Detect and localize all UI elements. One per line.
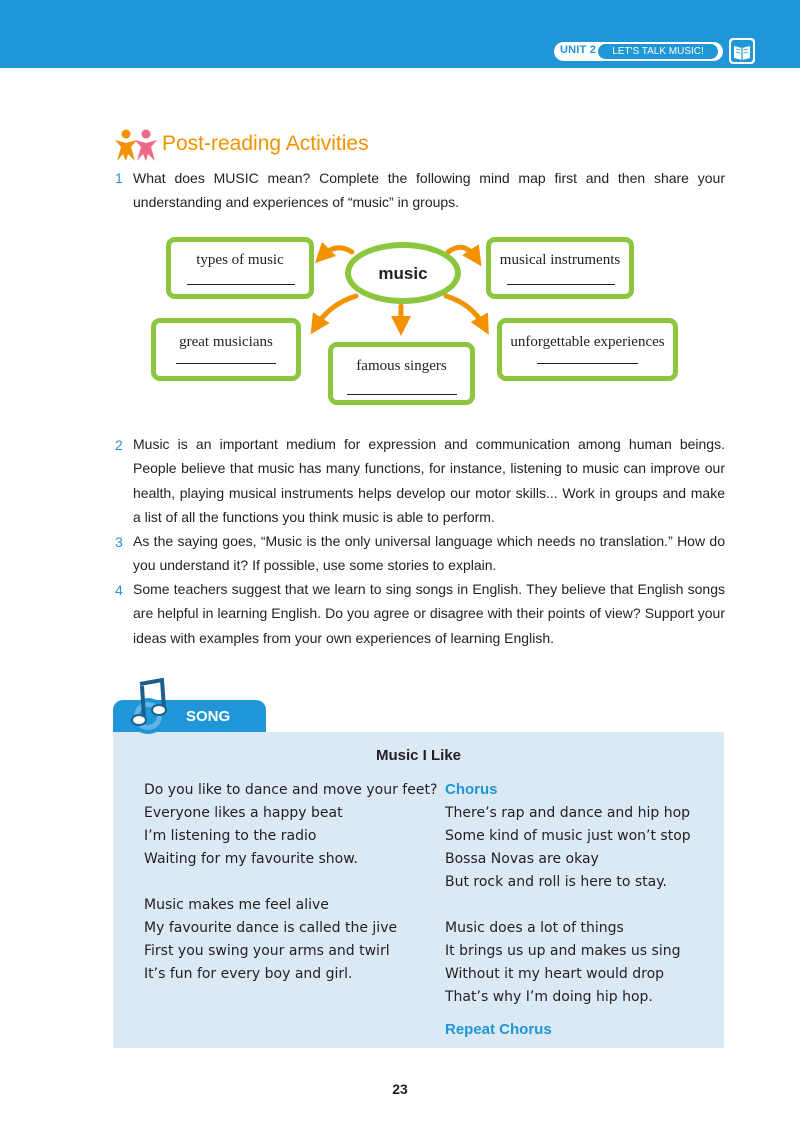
song-chorus (445, 802, 691, 894)
music-note-icon (118, 678, 178, 736)
mind-map-center (345, 242, 461, 304)
chorus-heading: Chorus (445, 781, 498, 798)
lyric-line: Music makes me feel alive (144, 897, 329, 913)
lyric-line: Music does a lot of things (445, 920, 624, 936)
unit-label: UNIT 2 (560, 44, 597, 56)
book-icon (728, 37, 756, 65)
two-people-icon (114, 128, 160, 162)
mind-map-node (497, 318, 678, 381)
question-text: Some teachers suggest that we learn to sing songs in English. They believe that English songs are helpful in learning English. Do you agree or disagree with their points of view? Support your ideas with examples from your own experiences of learning English. (133, 581, 725, 646)
section-title: Post-reading Activities (162, 132, 369, 155)
unit-title: LET'S TALK MUSIC! (598, 44, 718, 59)
mind-map-node (151, 318, 301, 381)
song-title: Music I Like (375, 747, 462, 764)
mind-map-node (328, 342, 475, 405)
lyric-line: That’s why I’m doing hip hop. (445, 989, 653, 1005)
song-verse (144, 894, 397, 986)
question-number: 4 (115, 582, 123, 598)
node-label: unforgettable experiences (510, 334, 665, 350)
question-text: What does MUSIC mean? Complete the following mind map first and then share your understanding and experiences of “music” in groups. (133, 170, 725, 211)
page-number: 23 (392, 1081, 408, 1097)
unit-badge (554, 42, 723, 61)
answer-line[interactable] (187, 284, 295, 285)
question-text: Music is an important medium for expression and communication among human beings. People believe that music has many functions, for instance, listening to music can improve our health, playing musical instruments helps develop our motor skills... Work in groups and make a list of all the functions you think music is able to perform. (133, 436, 725, 525)
center-label: music (378, 264, 428, 283)
question-number: 1 (115, 170, 123, 186)
lyric-line: Without it my heart would drop (445, 966, 665, 982)
mind-map-node (166, 237, 314, 299)
lyric-line: Some kind of music just won’t stop (445, 828, 691, 844)
node-label: famous singers (356, 358, 447, 374)
question-number: 3 (115, 534, 123, 550)
song-tab-label: SONG (186, 708, 231, 725)
song-verse (144, 779, 437, 871)
lyric-line: But rock and roll is here to stay. (445, 874, 667, 890)
lyric-line: It’s fun for every boy and girl. (144, 966, 353, 982)
lyric-line: I’m listening to the radio (144, 828, 317, 844)
node-label: types of music (196, 252, 284, 268)
answer-line[interactable] (537, 363, 638, 364)
answer-line[interactable] (347, 394, 457, 395)
repeat-chorus-label: Repeat Chorus (445, 1021, 552, 1038)
lyric-line: It brings us up and makes us sing (445, 943, 681, 959)
question-text: As the saying goes, “Music is the only universal language which needs no translation.” How do you understand it? If possible, use some stories to explain. (133, 533, 725, 574)
mind-map-node (486, 237, 634, 299)
answer-line[interactable] (176, 363, 276, 364)
lyric-line: My favourite dance is called the jive (144, 920, 398, 936)
song-verse (445, 917, 680, 1009)
song-box (113, 732, 724, 1048)
node-label: great musicians (179, 334, 273, 350)
lyric-line: Do you like to dance and move your feet? (144, 782, 438, 798)
question-number: 2 (115, 437, 123, 453)
lyric-line: There’s rap and dance and hip hop (445, 805, 691, 821)
lyric-line: Waiting for my favourite show. (144, 851, 358, 867)
lyric-line: Bossa Novas are okay (445, 851, 599, 867)
answer-line[interactable] (507, 284, 615, 285)
lyric-line: Everyone likes a happy beat (144, 805, 343, 821)
node-label: musical instruments (499, 252, 621, 268)
lyric-line: First you swing your arms and twirl (144, 943, 390, 959)
